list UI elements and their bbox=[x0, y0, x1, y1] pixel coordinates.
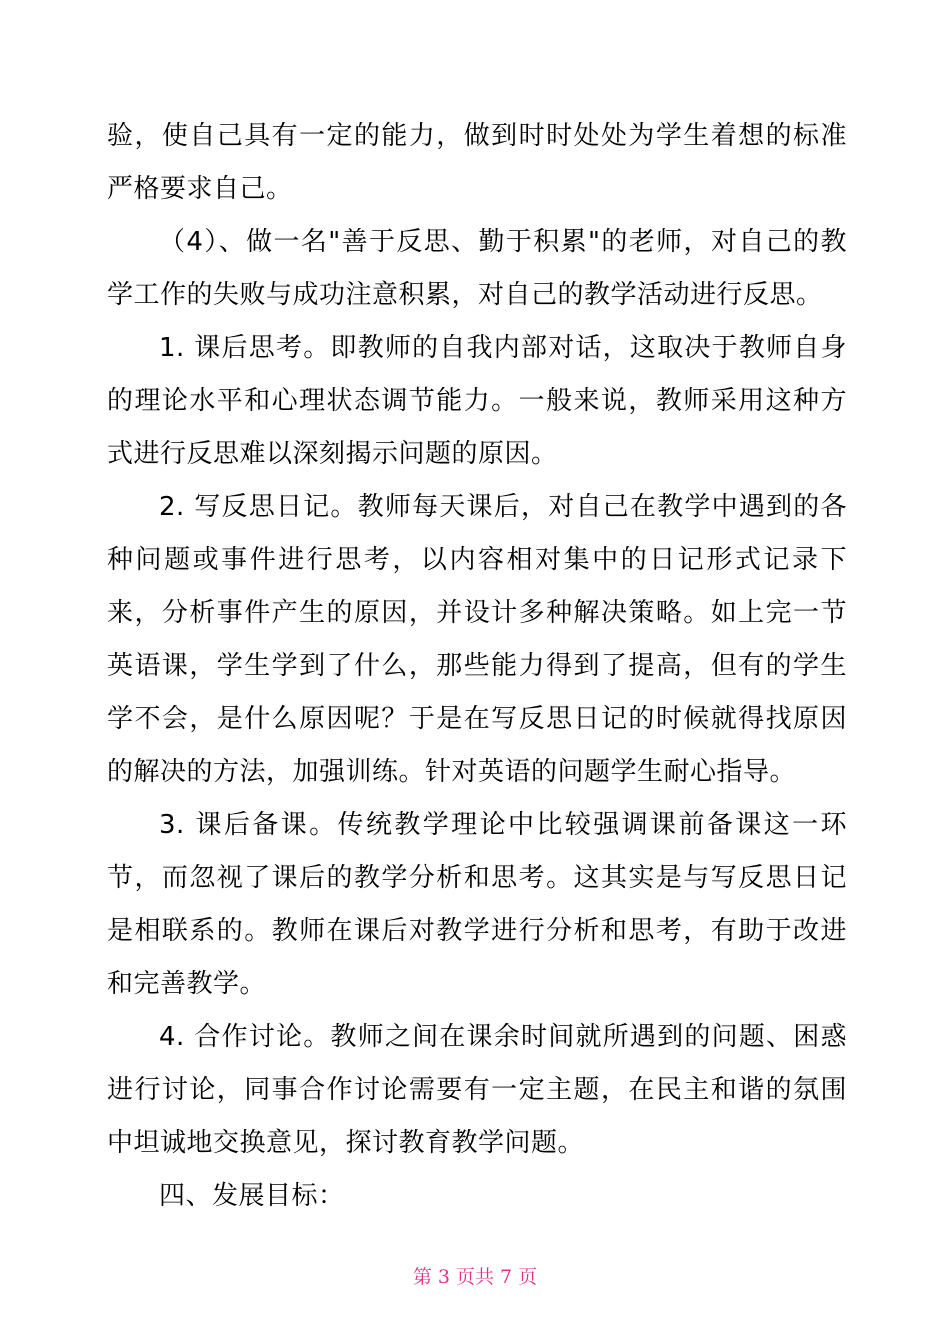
paragraph-continuation: 验，使自己具有一定的能力，做到时时处处为学生着想的标准严格要求自己。 bbox=[107, 121, 847, 204]
paragraph-cooperative-discussion: 4. 合作讨论。教师之间在课余时间就所遇到的问题、困惑进行讨论，同事合作讨论需要有一定主题，在民主和谐的氛围中坦诚地交换意见，探讨教育教学问题。 bbox=[107, 1022, 847, 1158]
section-heading-development-goals: 四、发展目标： bbox=[159, 1181, 345, 1211]
paragraph-after-class-thinking: 1. 课后思考。即教师的自我内部对话，这取决于教师自身的理论水平和心理状态调节能力。一般来说，教师采用这种方式进行反思难以深刻揭示问题的原因。 bbox=[107, 333, 847, 469]
paragraph-item-4: （4）、做一名"善于反思、勤于积累"的老师，对自己的教学工作的失败与成功注意积累，对自己的教学活动进行反思。 bbox=[107, 227, 847, 310]
page-number-footer: 第 3 页共 7 页 bbox=[412, 1266, 538, 1288]
paragraph-reflection-diary: 2. 写反思日记。教师每天课后，对自己在教学中遇到的各种问题或事件进行思考，以内容相对集中的日记形式记录下来，分析事件产生的原因，并设计多种解决策略。如上完一节英语课，学生学到了什么，那些能力得到了提高，但有的学生学不会，是什么原因呢？于是在写反思日记的时候就得找原因的解决的方法，加强训练。针对英语的问题学生耐心指导。 bbox=[107, 492, 847, 787]
paragraph-after-class-preparation: 3. 课后备课。传统教学理论中比较强调课前备课这一环节，而忽视了课后的教学分析和思考。这其实是与写反思日记是相联系的。教师在课后对教学进行分析和思考，有助于改进和完善教学。 bbox=[107, 810, 847, 999]
document-body bbox=[107, 110, 847, 1223]
